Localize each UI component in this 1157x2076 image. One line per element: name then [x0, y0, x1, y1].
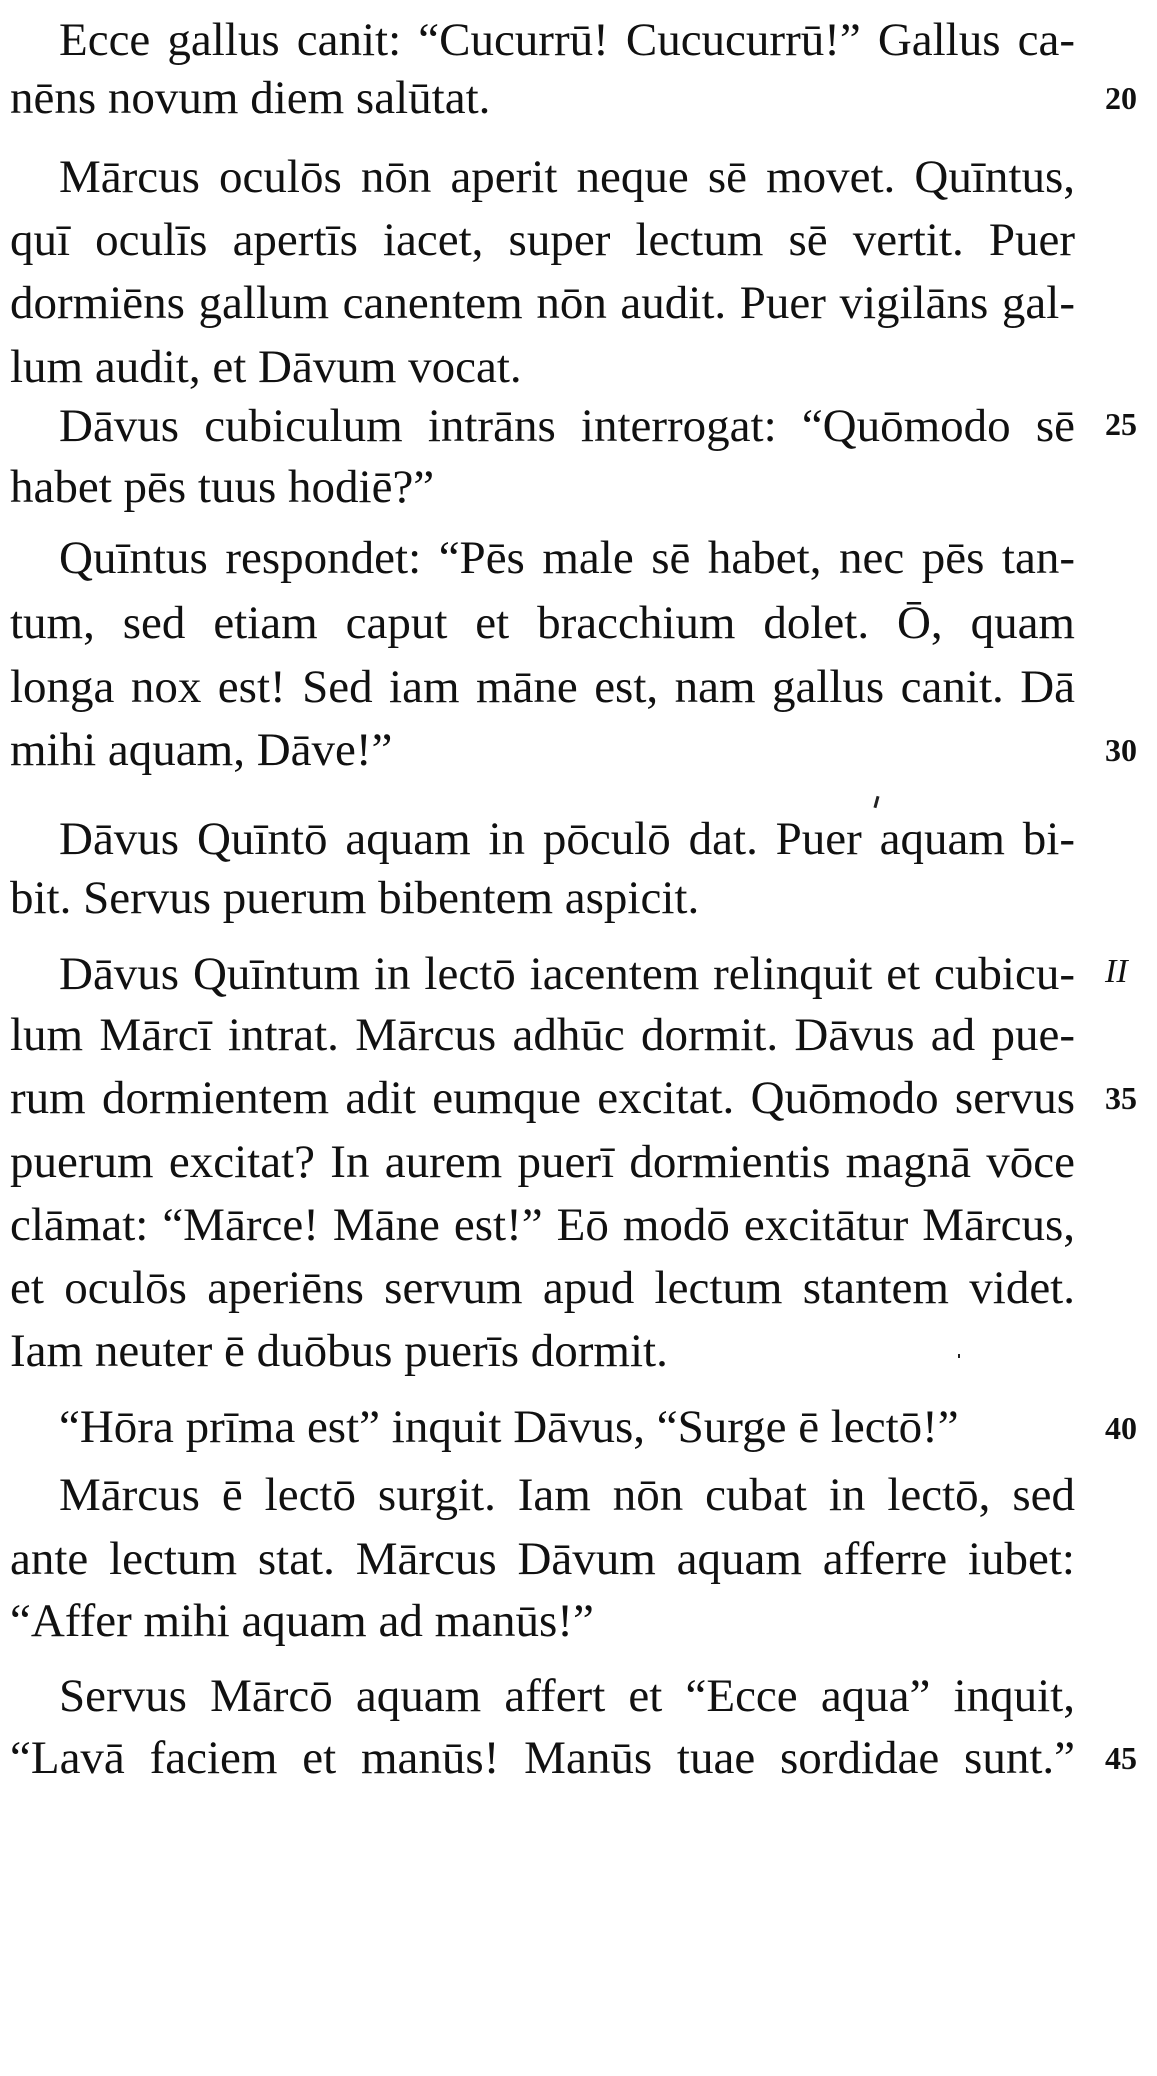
line-number: 35: [1105, 1080, 1137, 1116]
text-line: Dāvus Quīntum in lectō iacentem relinquit et cubicu-: [59, 948, 1075, 1000]
text-line: Mārcus oculōs nōn aperit neque sē movet. Quīntus,: [59, 151, 1075, 203]
text-line: Quīntus respondet: “Pēs male sē habet, nec pēs tan-: [59, 532, 1075, 584]
text-line: quī oculīs apertīs iacet, super lectum sē vertit. Puer: [10, 214, 1075, 266]
text-line: “Hōra prīma est” inquit Dāvus, “Surge ē lectō!”: [59, 1401, 959, 1453]
line-number: II: [1105, 953, 1128, 990]
text-line: lum Mārcī intrat. Mārcus adhūc dormit. Dāvus ad pue-: [10, 1009, 1075, 1061]
text-line: rum dormientem adit eumque excitat. Quōmodo servus: [10, 1072, 1075, 1124]
line-number: 30: [1105, 732, 1137, 768]
text-line: longa nox est! Sed iam māne est, nam gallus canit. Dā: [10, 661, 1075, 713]
text-line: “Affer mihi aquam ad manūs!”: [10, 1595, 594, 1647]
line-number: 40: [1105, 1410, 1137, 1446]
text-line: “Lavā faciem et manūs! Manūs tuae sordidae sunt.”: [10, 1732, 1075, 1784]
text-line: habet pēs tuus hodiē?”: [10, 461, 435, 513]
text-line: et oculōs aperiēns servum apud lectum stantem videt.: [10, 1262, 1075, 1314]
text-line: lum audit, et Dāvum vocat.: [10, 341, 522, 393]
text-line: Dāvus cubiculum intrāns interrogat: “Quōmodo sē: [59, 400, 1075, 452]
text-line: bit. Servus puerum bibentem aspicit.: [10, 872, 700, 924]
text-line: puerum excitat? In aurem puerī dormientis magnā vōce: [10, 1136, 1075, 1188]
text-line: mihi aquam, Dāve!”: [10, 724, 393, 776]
text-line: tum, sed etiam caput et bracchium dolet. Ō, quam: [10, 597, 1075, 649]
text-line: nēns novum diem salūtat.: [10, 72, 491, 124]
print-speck: [958, 1354, 960, 1358]
text-line: Iam neuter ē duōbus puerīs dormit.: [10, 1325, 668, 1377]
text-line: dormiēns gallum canentem nōn audit. Puer vigilāns gal-: [10, 277, 1075, 329]
print-speck: [873, 796, 879, 808]
text-line: clāmat: “Mārce! Māne est!” Eō modō excitātur Mārcus,: [10, 1199, 1075, 1251]
text-line: Servus Mārcō aquam affert et “Ecce aqua” inquit,: [59, 1670, 1075, 1722]
text-line: Dāvus Quīntō aquam in pōculō dat. Puer aquam bi-: [59, 813, 1075, 865]
text-line: Ecce gallus canit: “Cucurrū! Cucucurrū!” Gallus ca-: [59, 14, 1075, 66]
line-number: 45: [1105, 1740, 1137, 1776]
line-number: 25: [1105, 406, 1137, 442]
text-line: Mārcus ē lectō surgit. Iam nōn cubat in lectō, sed: [59, 1469, 1075, 1521]
text-line: ante lectum stat. Mārcus Dāvum aquam afferre iubet:: [10, 1533, 1075, 1585]
line-number: 20: [1105, 80, 1137, 116]
